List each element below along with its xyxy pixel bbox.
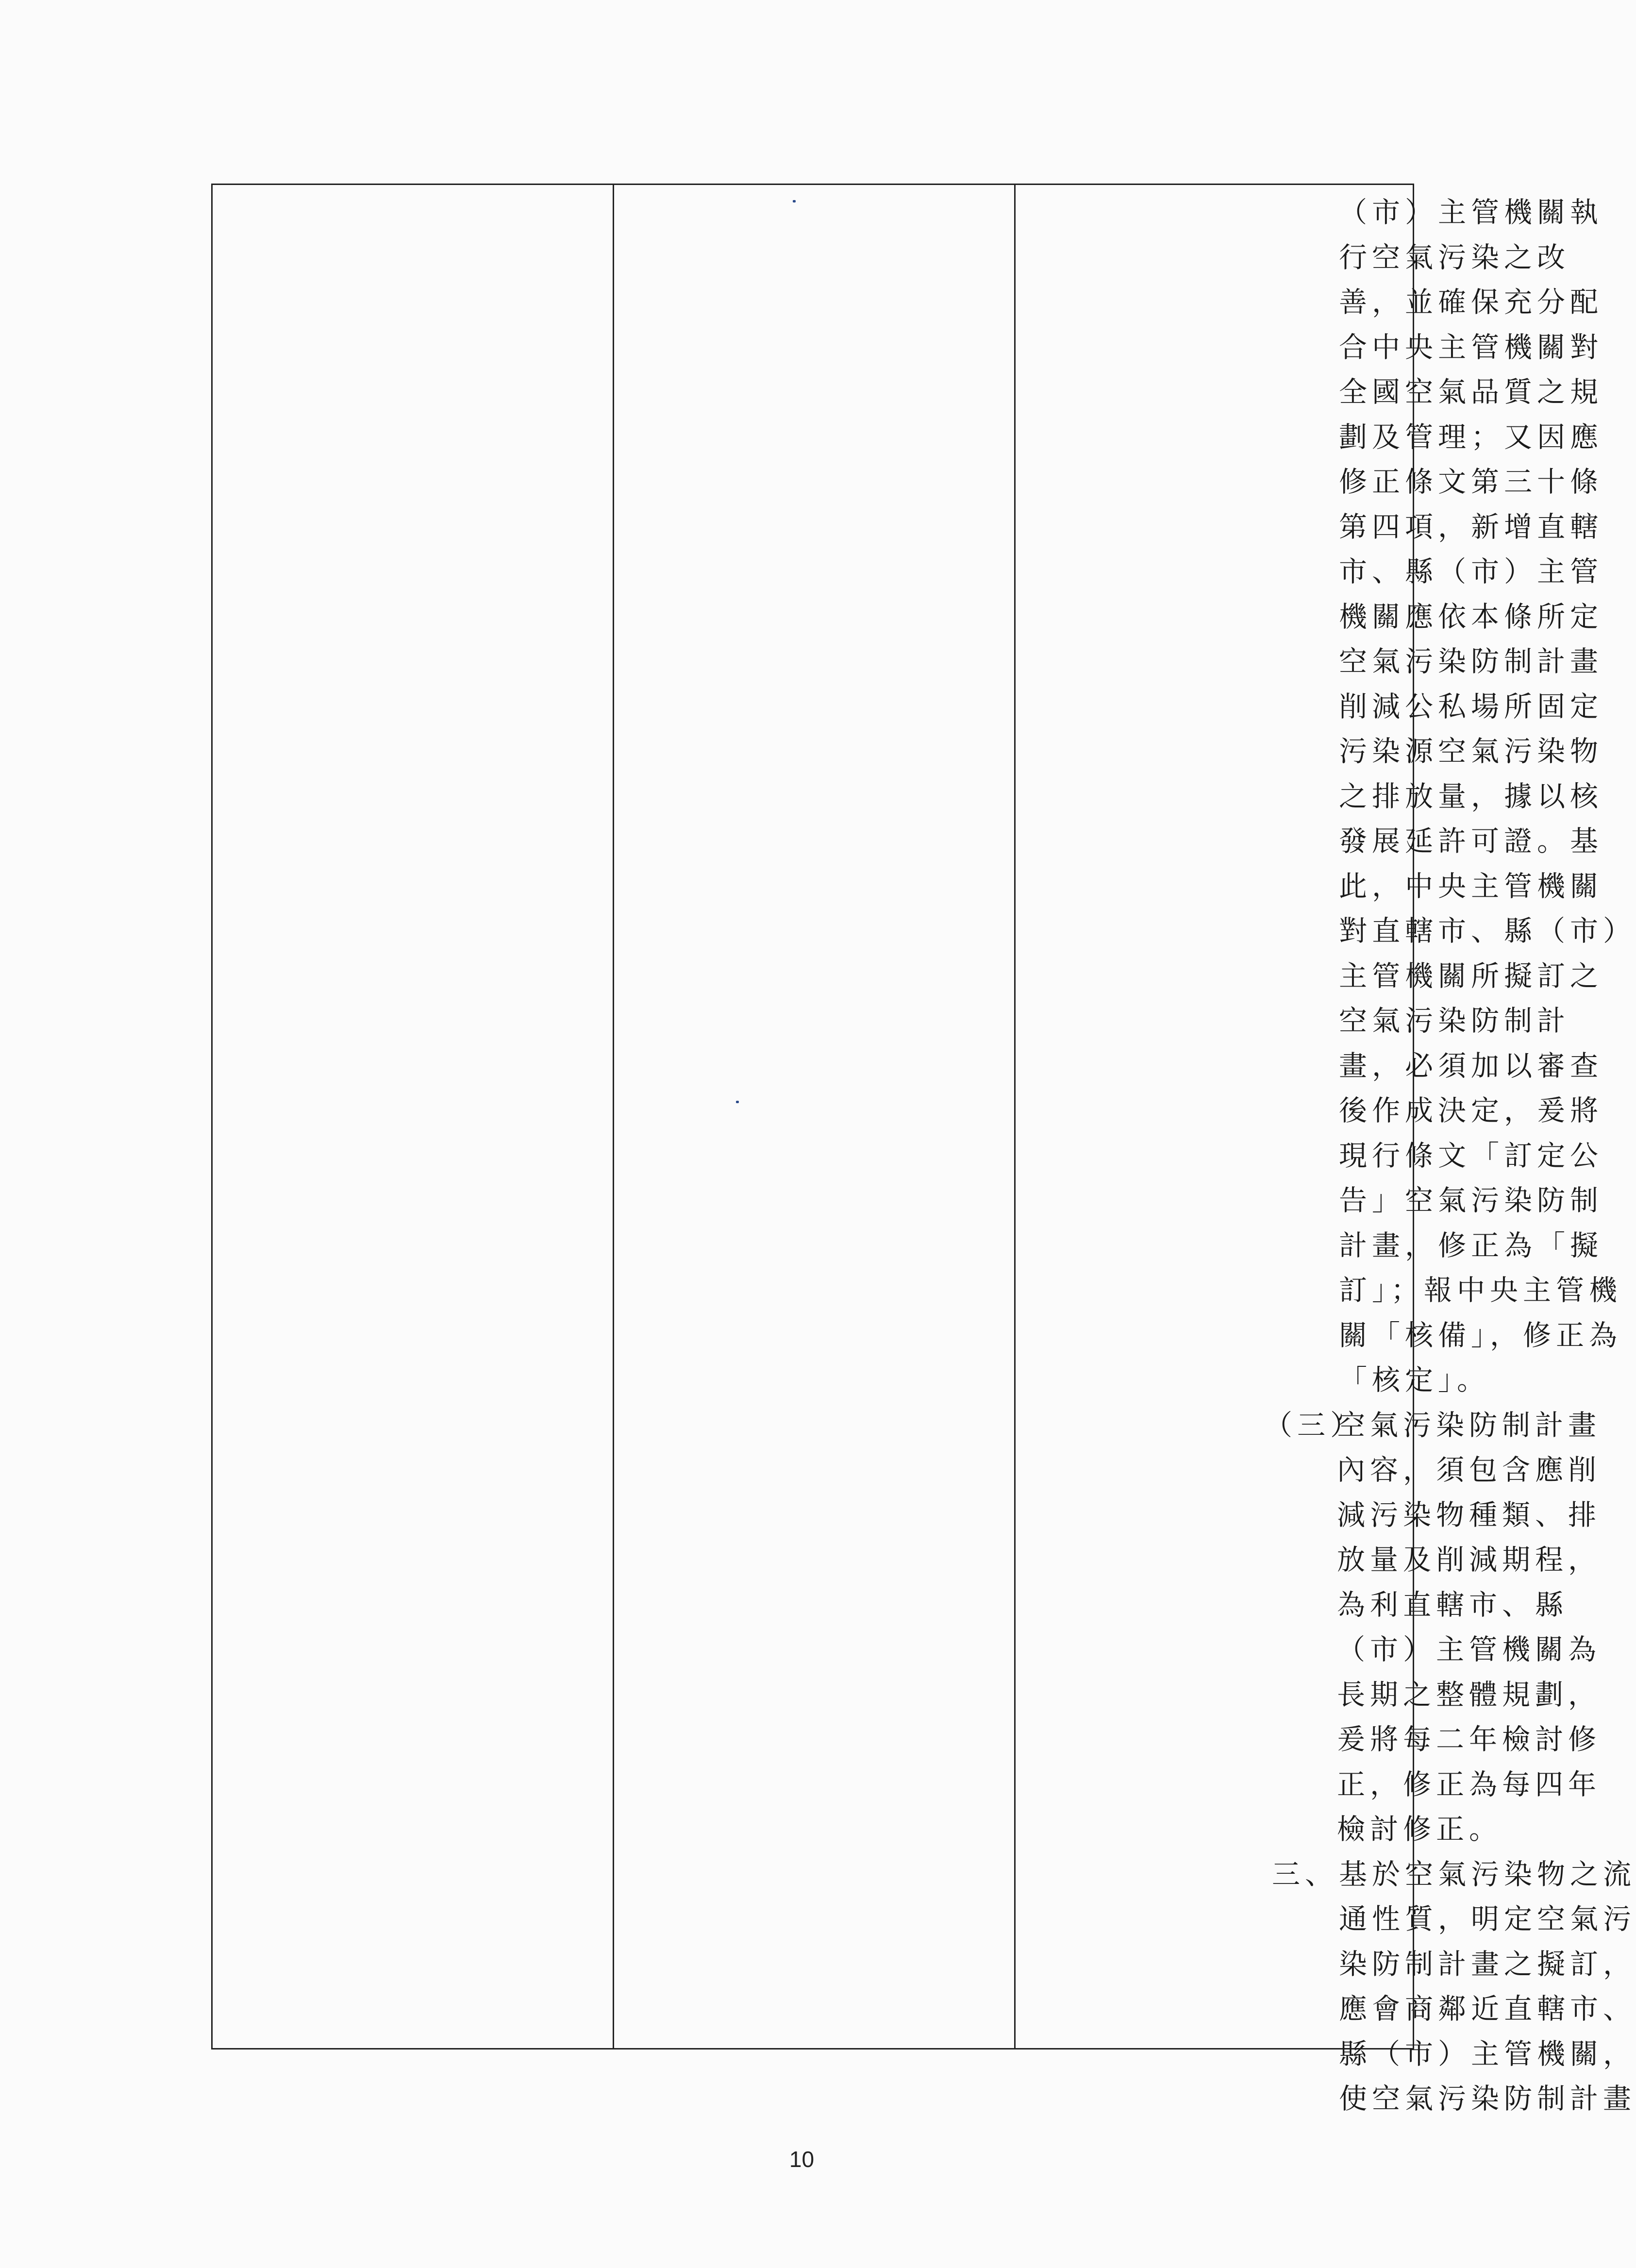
text-line: 應會商鄰近直轄市、 xyxy=(1339,1992,1636,2025)
text-line: 通性質，明定空氣污 xyxy=(1339,1902,1636,1935)
text-line: 之排放量，據以核 xyxy=(1339,779,1603,813)
text-line: 使空氣污染防制計畫 xyxy=(1339,2082,1636,2115)
text-line: （市）主管機關為 xyxy=(1337,1633,1602,1666)
text-line: 空氣污染防制計畫 xyxy=(1339,645,1603,678)
text-line: 縣（市）主管機關， xyxy=(1339,2037,1636,2070)
text-line: 合中央主管機關對 xyxy=(1339,330,1603,364)
text-line: 主管機關所擬訂之 xyxy=(1339,959,1603,992)
text-line: 計畫，修正為「擬 xyxy=(1339,1228,1603,1262)
text-line: 削減公私場所固定 xyxy=(1339,689,1603,723)
text-line: 污染源空氣污染物 xyxy=(1339,735,1603,768)
text-line: 染防制計畫之擬訂， xyxy=(1339,1947,1636,1981)
scan-speck xyxy=(736,1101,739,1103)
text-line: 善，並確保充分配 xyxy=(1339,286,1603,319)
text-line: 減污染物種類、排 xyxy=(1337,1498,1602,1531)
text-line: 全國空氣品質之規 xyxy=(1339,375,1603,408)
scan-speck xyxy=(793,200,796,202)
sub-item-3 xyxy=(1264,1403,1602,1852)
text-line: 現行條文「訂定公 xyxy=(1339,1139,1603,1172)
text-line: 關「核備」，修正為 xyxy=(1339,1318,1622,1352)
text-line: 爰將每二年檢討修 xyxy=(1337,1723,1602,1756)
text-line: 行空氣污染之改 xyxy=(1339,240,1570,274)
text-line: 第四項，新增直轄 xyxy=(1339,510,1603,543)
explanation-column xyxy=(1016,185,1636,2115)
text-line: 放量及削減期程， xyxy=(1337,1543,1602,1576)
text-line: 畫，必須加以審查 xyxy=(1339,1049,1603,1082)
text-line: 劃及管理；又因應 xyxy=(1339,420,1603,454)
text-line: 發展延許可證。基 xyxy=(1339,824,1603,857)
text-line: 空氣污染防制計畫 xyxy=(1337,1408,1602,1442)
text-line: 空氣污染防制計 xyxy=(1339,1004,1570,1037)
main-item-marker: 三、 xyxy=(1272,1857,1338,1891)
text-line: 內容，須包含應削 xyxy=(1337,1453,1602,1486)
text-line: 訂」；報中央主管機 xyxy=(1339,1274,1622,1307)
sub-item-marker: （三） xyxy=(1264,1408,1364,1442)
text-line: 基於空氣污染物之流 xyxy=(1339,1857,1636,1891)
text-line: 修正條文第三十條 xyxy=(1339,465,1603,498)
text-line: 「核定」。 xyxy=(1339,1363,1490,1396)
page-number: 10 xyxy=(789,2147,815,2172)
main-item-3 xyxy=(1272,1852,1636,2121)
text-line: 市、縣（市）主管 xyxy=(1339,555,1603,588)
text-line: 後作成決定，爰將 xyxy=(1339,1094,1603,1127)
text-line: 機關應依本條所定 xyxy=(1339,600,1603,633)
text-line: 正，修正為每四年 xyxy=(1337,1767,1602,1801)
comparison-table xyxy=(211,184,1636,2115)
text-line: 為利直轄市、縣 xyxy=(1337,1588,1569,1621)
text-line: （市）主管機關執 xyxy=(1339,196,1603,229)
text-line: 告」空氣污染防制 xyxy=(1339,1184,1603,1217)
paragraph-continuation xyxy=(1339,190,1636,1403)
text-line: 對直轄市、縣（市） xyxy=(1339,914,1636,947)
column-divider-1 xyxy=(613,185,614,2048)
text-line: 長期之整體規劃， xyxy=(1337,1678,1602,1711)
text-line: 此，中央主管機關 xyxy=(1339,869,1603,903)
text-line: 檢討修正。 xyxy=(1337,1813,1502,1846)
